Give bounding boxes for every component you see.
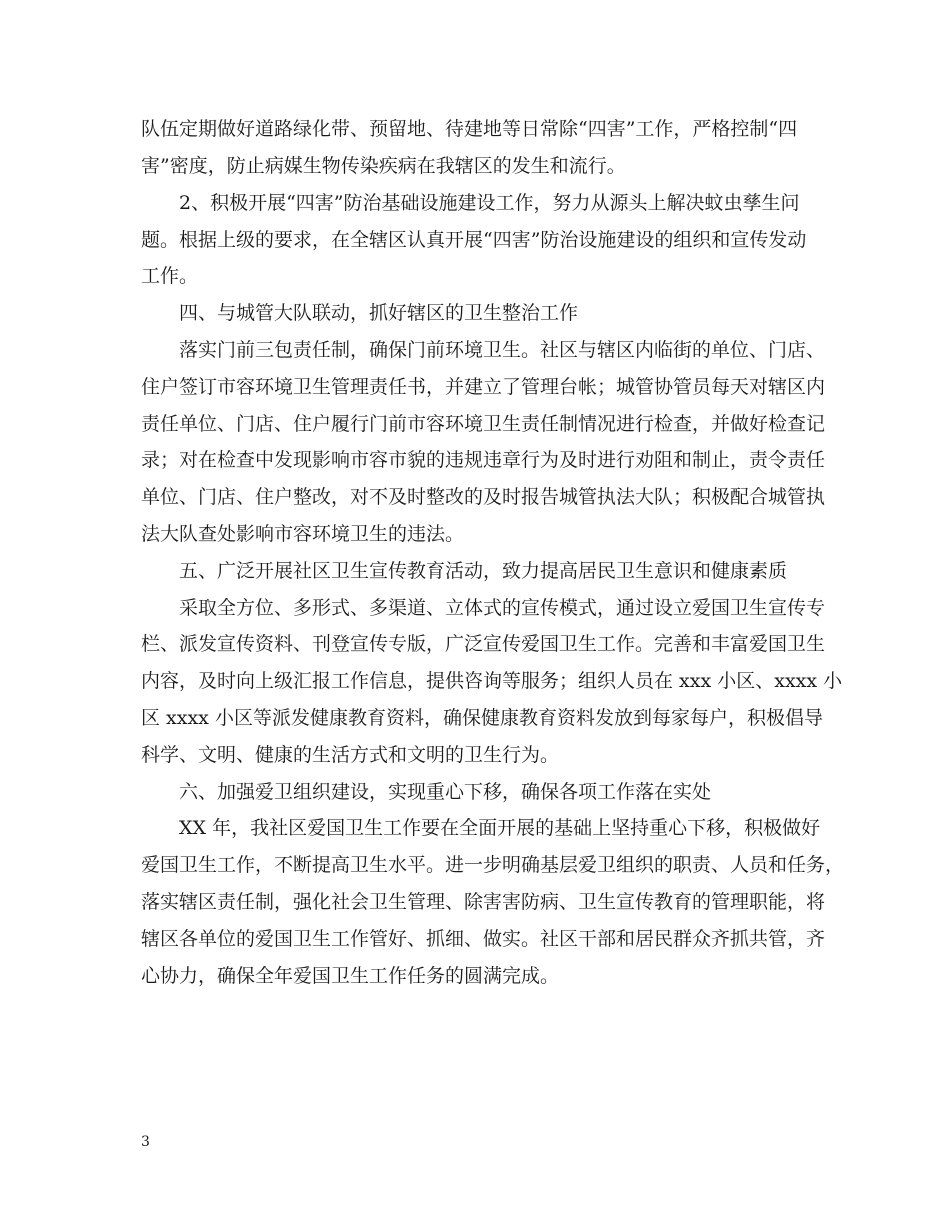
body-text-line: 队伍定期做好道路绿化带、预留地、待建地等日常除“四害”工作，严格控制“四 — [141, 118, 798, 140]
body-text-line: 法大队查处影响市容环境卫生的违法。 — [141, 523, 465, 545]
section-heading: 六、加强爱卫组织建设，实现重心下移，确保各项工作落在实处 — [141, 781, 712, 803]
page-number: 3 — [141, 1134, 150, 1150]
body-text-line: 责任单位、门店、住户履行门前市容环境卫生责任制情况进行检查，并做好检查记 — [141, 413, 826, 435]
body-text-line: 爱国卫生工作，不断提高卫生水平。进一步明确基层爱卫组织的职责、人员和任务， — [141, 854, 845, 876]
body-text-line: 科学、文明、健康的生活方式和文明的卫生行为。 — [141, 744, 560, 766]
body-text-line: XX 年，我社区爱国卫生工作要在全面开展的基础上坚持重心下移，积极做好 — [141, 817, 821, 839]
body-text-line: 内容，及时向上级汇报工作信息，提供咨询等服务；组织人员在 xxx 小区、xxxx 小 — [141, 670, 843, 692]
body-text-line: 录；对在检查中发现影响市容市貌的违规违章行为及时进行劝阻和制止，责令责任 — [141, 449, 826, 471]
body-text-line: 落实辖区责任制，强化社会卫生管理、除害害防病、卫生宣传教育的管理职能，将 — [141, 891, 826, 913]
body-text-line: 栏、派发宣传资料、刊登宣传专版，广泛宣传爱国卫生工作。完善和丰富爱国卫生 — [141, 633, 826, 655]
body-text-line: 区 xxxx 小区等派发健康教育资料，确保健康教育资料发放到每家每户，积极倡导 — [141, 707, 823, 729]
section-heading: 五、广泛开展社区卫生宣传教育活动，致力提高居民卫生意识和健康素质 — [141, 560, 788, 582]
body-text-line: 2、积极开展“四害”防治基础设施建设工作，努力从源头上解决蚊虫孳生问 — [141, 192, 800, 214]
section-heading: 四、与城管大队联动，抓好辖区的卫生整治工作 — [141, 302, 579, 324]
body-text-line: 辖区各单位的爱国卫生工作管好、抓细、做实。社区干部和居民群众齐抓共管，齐 — [141, 928, 826, 950]
body-text-line: 落实门前三包责任制，确保门前环境卫生。社区与辖区内临街的单位、门店、 — [141, 339, 826, 361]
body-text-line: 题。根据上级的要求，在全辖区认真开展“四害”防治设施建设的组织和宣传发动 — [141, 229, 807, 251]
body-text-line: 住户签订市容环境卫生管理责任书，并建立了管理台帐；城管协管员每天对辖区内 — [141, 376, 826, 398]
body-text-line: 害”密度，防止病媒生物传染疾病在我辖区的发生和流行。 — [141, 155, 626, 177]
body-text-line: 单位、门店、住户整改，对不及时整改的及时报告城管执法大队；积极配合城管执 — [141, 486, 826, 508]
body-text-line: 工作。 — [141, 265, 199, 287]
body-text-line: 采取全方位、多形式、多渠道、立体式的宣传模式，通过设立爱国卫生宣传专 — [141, 597, 826, 619]
body-text-line: 心协力，确保全年爱国卫生工作任务的圆满完成。 — [141, 965, 560, 987]
